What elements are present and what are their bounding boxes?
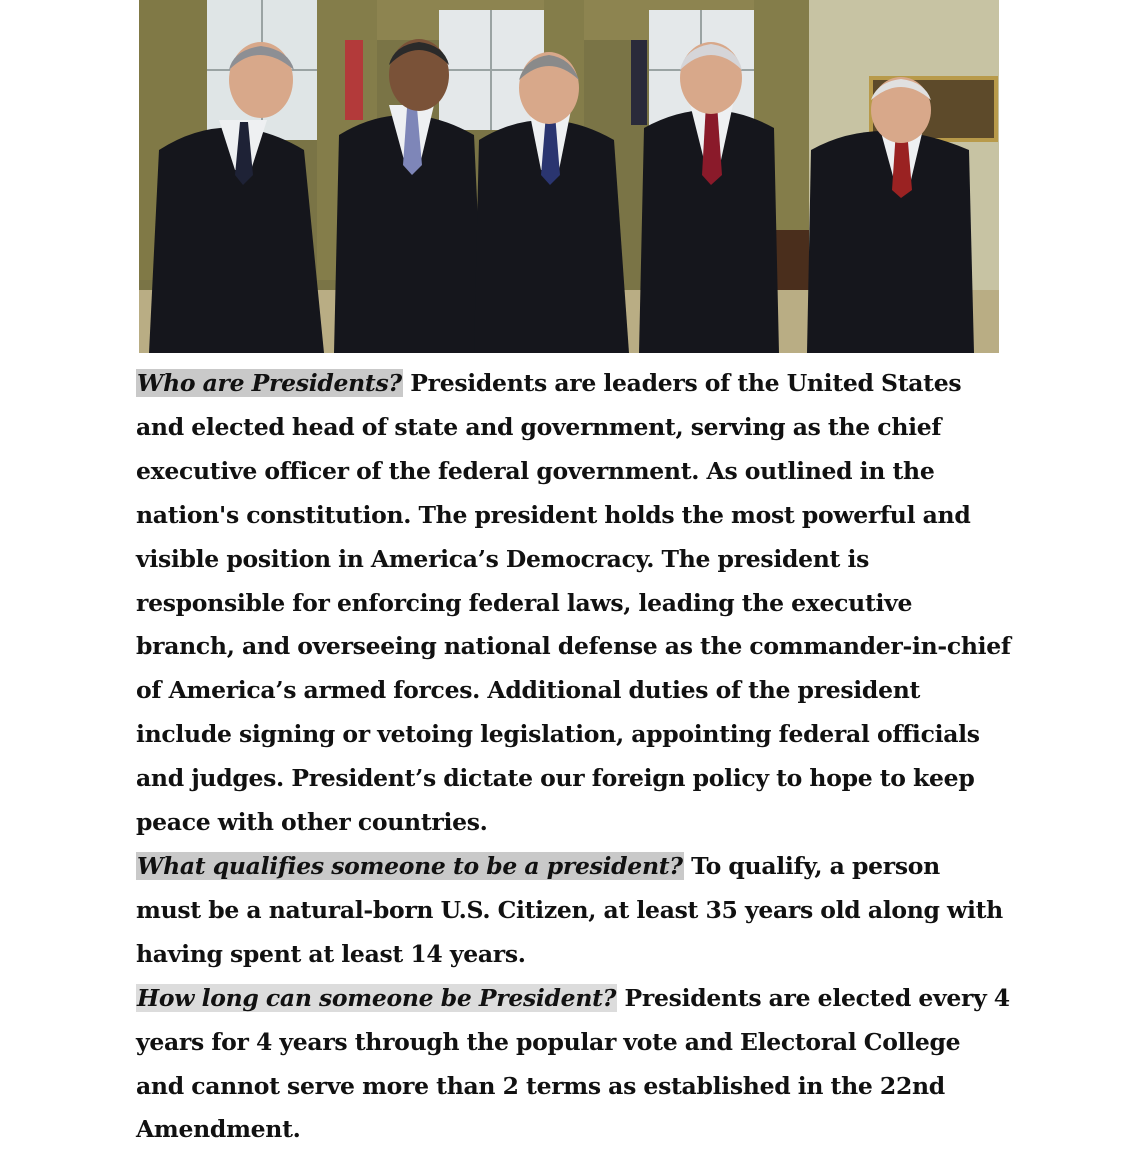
answer-text: Presidents are leaders of the United States and elected head of state and government, serving as the chief executive officer of the federal government. As outlined in the nation's constitution. The president holds the most powerful and visible position in America’s Democracy. The president is responsible for enforcing federal laws, leading the executive branch, and overseeing national defense as the commander-in-chief of America’s armed forces. Additional duties of the president include signing or vetoing legislation, appointing federal officials and judges. President’s dictate our foreign policy to hope to keep peace with other countries. <box>136 369 1011 837</box>
answer-text: Presidents are elected every 4 years for 4 years through the popular vote and Electoral College and cannot serve more than 2 terms as established in the 22nd Amendment. <box>136 983 1010 1144</box>
question-heading: How long can someone be President? <box>137 983 617 1012</box>
question-heading: What qualifies someone to be a president? <box>137 851 683 880</box>
question-heading: Who are Presidents? <box>137 369 402 397</box>
photo-illustration <box>139 0 999 353</box>
section-term-length <box>136 977 1011 1152</box>
section-who-are-presidents <box>136 362 1011 845</box>
answer-text: To qualify, a person must be a natural-born U.S. Citizen, at least 35 years old along with having spent at least 14 years. <box>136 851 1003 968</box>
article-body <box>136 362 1011 1152</box>
section-qualifications <box>136 845 1011 977</box>
presidents-group-photo <box>139 0 999 353</box>
